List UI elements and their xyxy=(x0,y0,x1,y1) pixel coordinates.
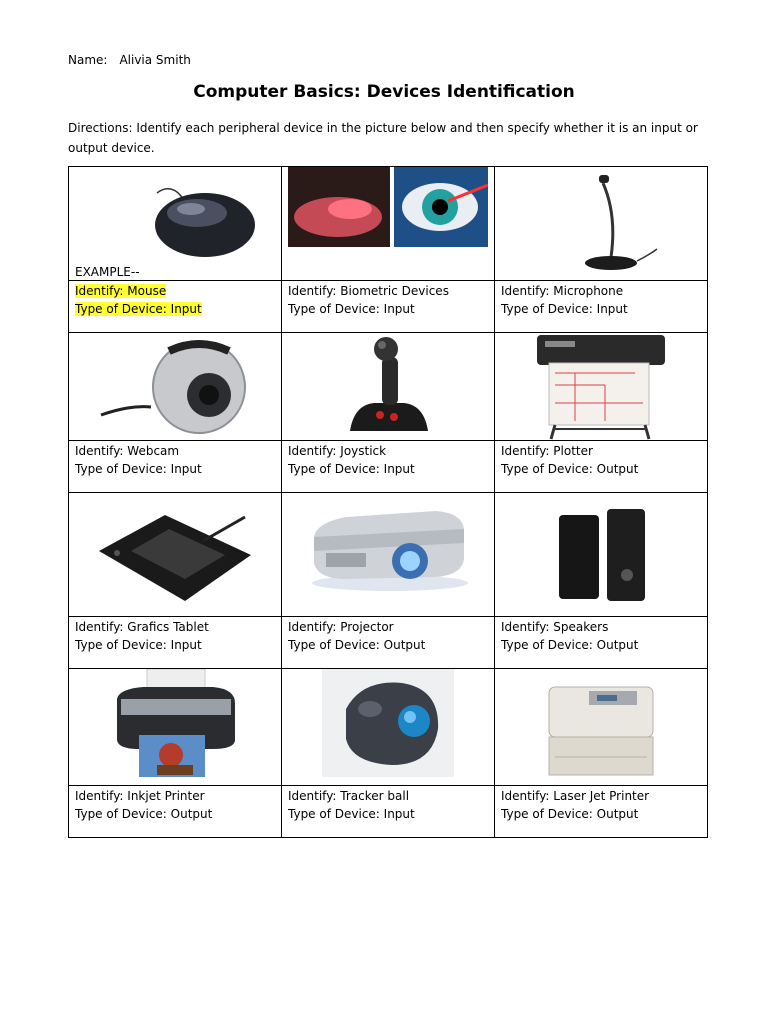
device-type-text: Type of Device: Output xyxy=(75,807,213,821)
device-type-text: Type of Device: Input xyxy=(75,462,202,476)
device-image-cell xyxy=(69,493,282,617)
device-cell-tablet xyxy=(69,617,282,669)
device-cell-joystick xyxy=(282,441,495,493)
device-image-cell xyxy=(282,493,495,617)
laser-printer-icon xyxy=(545,677,657,779)
device-image-cell xyxy=(495,333,708,441)
page-title: Computer Basics: Devices Identification xyxy=(193,82,575,102)
device-image-cell xyxy=(282,669,495,786)
microphone-icon xyxy=(545,175,665,275)
example-label: EXAMPLE-- xyxy=(75,265,140,279)
device-type-text: Type of Device: Output xyxy=(501,638,639,652)
projector-icon xyxy=(306,499,472,595)
device-cell-biometric xyxy=(282,281,495,333)
device-cell-microphone xyxy=(495,281,708,333)
device-cell-inkjet-printer xyxy=(69,786,282,838)
device-type-text: Type of Device: Output xyxy=(501,807,639,821)
identify-text: Identify: Microphone xyxy=(501,284,624,298)
device-cell-laser-printer xyxy=(495,786,708,838)
identify-text: Identify: Projector xyxy=(288,620,394,634)
name-line xyxy=(68,53,191,67)
device-cell-mouse xyxy=(69,281,282,333)
tablet-icon xyxy=(97,507,253,603)
identify-text: Identify: Inkjet Printer xyxy=(75,789,205,803)
device-cell-webcam xyxy=(69,441,282,493)
device-image-cell xyxy=(282,167,495,281)
device-image-cell xyxy=(69,669,282,786)
trackball-icon xyxy=(322,669,454,777)
student-name: Alivia Smith xyxy=(119,53,191,67)
device-type-text: Type of Device: Input xyxy=(75,638,202,652)
device-type-text: Type of Device: Output xyxy=(501,462,639,476)
device-image-cell xyxy=(495,669,708,786)
devices-table xyxy=(68,166,708,838)
identify-text: Identify: Laser Jet Printer xyxy=(501,789,650,803)
device-type-text: Type of Device: Input xyxy=(501,302,628,316)
webcam-icon xyxy=(99,337,249,437)
identify-text: Identify: Biometric Devices xyxy=(288,284,449,298)
identify-text: Identify: Mouse xyxy=(75,284,167,298)
device-image-cell xyxy=(282,333,495,441)
identify-text: Identify: Grafics Tablet xyxy=(75,620,209,634)
device-cell-plotter xyxy=(495,441,708,493)
device-image-cell xyxy=(495,167,708,281)
device-cell-trackball xyxy=(282,786,495,838)
device-type-text: Type of Device: Output xyxy=(288,638,426,652)
identify-text: Identify: Webcam xyxy=(75,444,180,458)
device-image-cell xyxy=(69,167,282,281)
speakers-icon xyxy=(557,509,647,605)
inkjet-printer-icon xyxy=(113,669,239,779)
identify-text: Identify: Speakers xyxy=(501,620,609,634)
name-label: Name: xyxy=(68,53,108,67)
identify-text: Identify: Tracker ball xyxy=(288,789,410,803)
device-type-text: Type of Device: Input xyxy=(288,807,415,821)
device-cell-speakers xyxy=(495,617,708,669)
biometric-icon xyxy=(288,167,488,249)
device-type-text: Type of Device: Input xyxy=(75,302,202,316)
joystick-icon xyxy=(344,335,434,439)
device-cell-projector xyxy=(282,617,495,669)
mouse-icon xyxy=(147,185,257,263)
identify-text: Identify: Joystick xyxy=(288,444,387,458)
device-type-text: Type of Device: Input xyxy=(288,302,415,316)
device-image-cell xyxy=(69,333,282,441)
device-image-cell xyxy=(495,493,708,617)
plotter-icon xyxy=(535,333,667,441)
identify-text: Identify: Plotter xyxy=(501,444,593,458)
device-type-text: Type of Device: Input xyxy=(288,462,415,476)
directions: Directions: Identify each peripheral device in the picture below and then specify whether it is an input or output device. xyxy=(68,121,698,155)
